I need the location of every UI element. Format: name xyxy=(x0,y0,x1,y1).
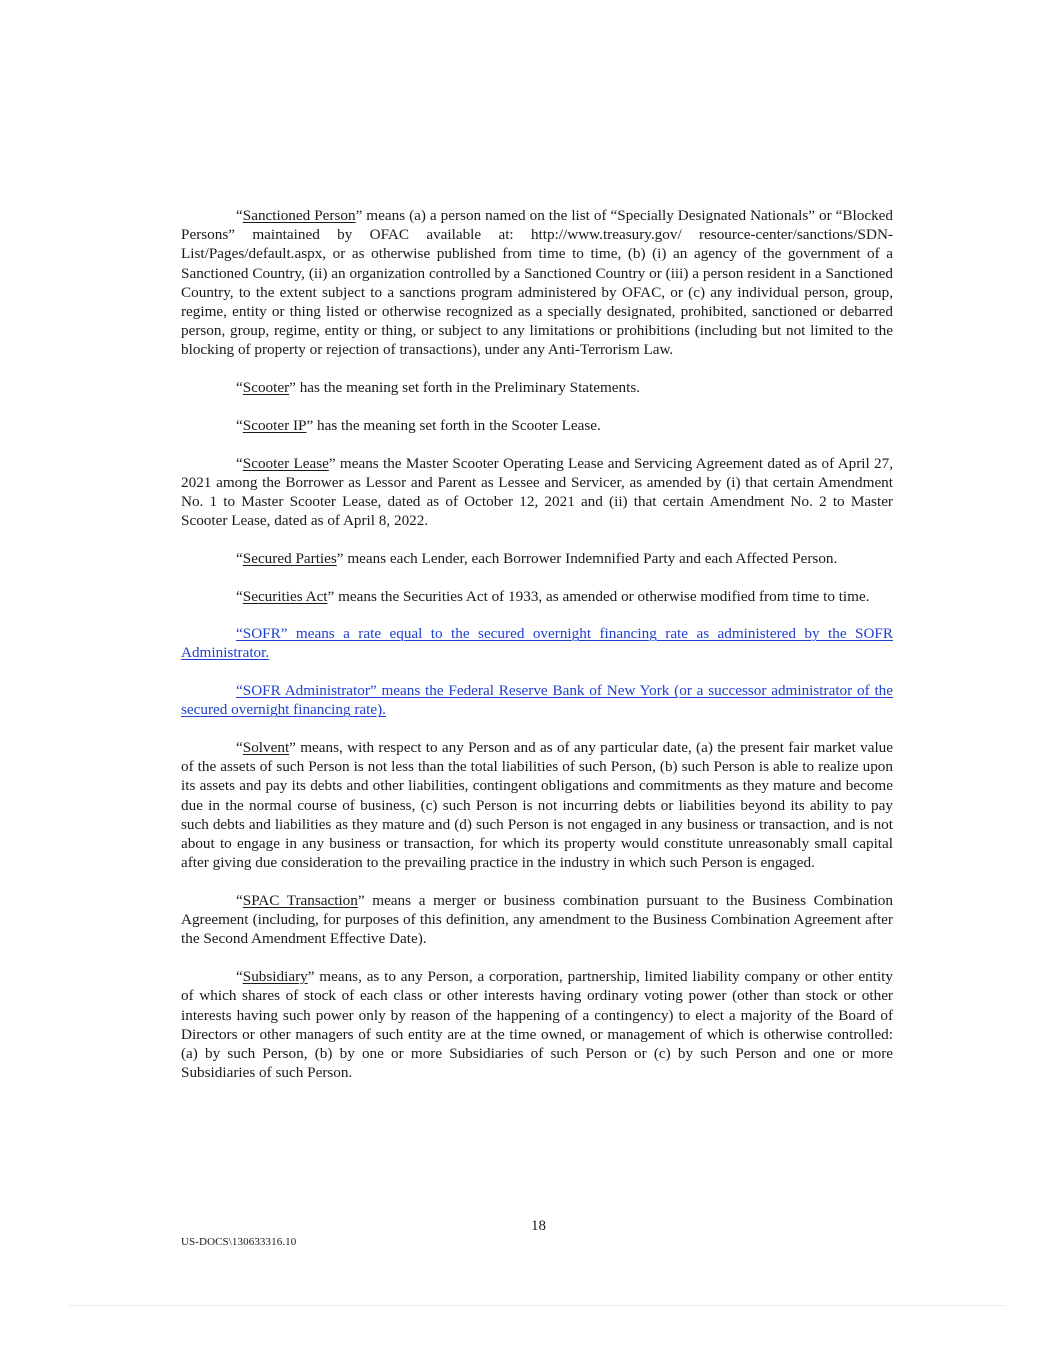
definition-solvent: “Solvent” means, with respect to any Person and as of any particular date, (a) the present fair market value of the assets of such Person is not less than the total liabilities of such Person, (b) such Person is able to realize upon its assets and pay its debts and other liabilities, contingent obligations and commitments as they mature and become due in the normal course of business, (c) such Person is not incurring debts or liabilities beyond its ability to pay such debts and liabilities as they mature and (d) such Person is not engaged in any business or transaction, and is not about to engage in any business or transaction, for which its property would constitute unreasonably small capital after giving due consideration to the prevailing practice in the industry in which such Person is engaged. xyxy=(181,739,893,872)
definition-text: ” has the meaning set forth in the Preliminary Statements. xyxy=(289,379,641,397)
definition-subsidiary: “Subsidiary” means, as to any Person, a corporation, partnership, limited liability company or other entity of which shares of stock of each class or other interests having ordinary voting power (other than stock or other interests having such power only by reason of the happening of a contingency) to elect a majority of the Board of Directors or other managers of such entity are at the time owned, or management of which is otherwise controlled: (a) by such Person, (b) by one or more Subsidiaries of such Person or (c) by such Person and one or more Subsidiaries of such Person. xyxy=(181,968,893,1082)
definition-text: ” has the meaning set forth in the Scooter Lease. xyxy=(306,416,601,434)
definition-text: ” means a merger or business combination pursuant to the Business Combination Agreement (including, for purposes of this definition, any amendment to the Business Combination Agreement after the Second Amendment Effective Date). xyxy=(181,891,893,948)
defined-term: Scooter Lease xyxy=(242,454,329,472)
definition-spac-transaction: “SPAC Transaction” means a merger or business combination pursuant to the Business Combination Agreement (including, for purposes of this definition, any amendment to the Business Combination Agreement after the Second Amendment Effective Date). xyxy=(181,891,893,948)
defined-term: Sanctioned Person xyxy=(242,207,356,224)
definition-scooter-lease: “Scooter Lease” means the Master Scooter Operating Lease and Servicing Agreement dated as of April 27, 2021 among the Borrower as Lessor and Parent as Lessee and Servicer, as amended by (i) that certain Amendment No. 1 to Master Scooter Lease, dated as of October 12, 2021 and (ii) that certain Amendment No. 2 to Master Scooter Lease, dated as of April 8, 2022. xyxy=(181,454,893,530)
document-body xyxy=(181,206,893,1101)
page-number: 18 xyxy=(531,1218,546,1234)
page-bottom-divider xyxy=(68,1305,1006,1306)
inserted-text: “SOFR” means a rate equal to the secured overnight financing rate as administered by the SOFR Administrator. xyxy=(181,625,893,662)
definition-text: ” means the Securities Act of 1933, as amended or otherwise modified from time to time. xyxy=(327,587,870,605)
defined-term: Scooter IP xyxy=(242,416,307,434)
document-id: US-DOCS\130633316.10 xyxy=(181,1236,297,1248)
definition-sofr-administrator xyxy=(181,681,893,719)
definition-scooter: “Scooter” has the meaning set forth in the Preliminary Statements. xyxy=(236,379,641,397)
definition-sanctioned-person: “Sanctioned Person” means (a) a person named on the list of “Specially Designated Nationals” or “Blocked Persons” maintained by OFAC available at: http://www.treasury.gov/ resource-center/sanctions/SDN-List/Pages/default.aspx, or as otherwise published from time to time, (b) (i) an agency of the government of a Sanctioned Country, (ii) an organization controlled by a Sanctioned Country or (iii) a person resident in a Sanctioned Country, to the extent subject to a sanctions program administered by OFAC, or (c) any individual person, group, regime, entity or thing listed or otherwise recognized as a specially designated, prohibited, sanctioned or debarred person, group, regime, entity or thing, or subject to any limitations or prohibitions (including but not limited to the blocking of property or rejection of transactions), under any Anti-Terrorism Law. xyxy=(181,207,894,359)
definition-secured-parties: “Secured Parties” means each Lender, each Borrower Indemnified Party and each Affected Person. xyxy=(236,549,838,567)
defined-term: Secured Parties xyxy=(242,549,337,567)
definition-text: ” means, with respect to any Person and as of any particular date, (a) the present fair market value of the assets of such Person is not less than the total liabilities of such Person, (b) such Person is able to realize upon its assets and pay its debts and other liabilities, contingent obligations and commitments as they mature and become due in the normal course of business, (c) such Person is not incurring debts or liabilities beyond its ability to pay such debts and liabilities as they mature and (d) such Person is not engaged in any business or transaction, and is not about to engage in any business or transaction, for which its property would constitute unreasonably small capital after giving due consideration to the prevailing practice in the industry in which such Person is engaged. xyxy=(181,739,893,872)
definition-sofr xyxy=(181,624,893,662)
defined-term: Solvent xyxy=(242,739,290,757)
definition-text: ” means the Master Scooter Operating Lease and Servicing Agreement dated as of April 27, 2021 among the Borrower as Lessor and Parent as Lessee and Servicer, as amended by (i) that certain Amendment No. 1 to Master Scooter Lease, dated as of October 12, 2021 and (ii) that certain Amendment No. 2 to Master Scooter Lease, dated as of April 8, 2022. xyxy=(181,454,893,530)
defined-term: Scooter xyxy=(242,379,290,397)
definition-securities-act: “Securities Act” means the Securities Act of 1933, as amended or otherwise modified from time to time. xyxy=(236,587,870,605)
definition-text: ” means (a) a person named on the list of “Specially Designated Nationals” or “Blocked Persons” maintained by OFAC available at: http://www.treasury.gov/ resource-center/sanctions/SDN-List/Pages/default.aspx, or as otherwise published from time to time, (b) (i) an agency of the government of a Sanctioned Country, (ii) an organization controlled by a Sanctioned Country or (iii) a person resident in a Sanctioned Country, to the extent subject to a sanctions program administered by OFAC, or (c) any individual person, group, regime, entity or thing listed or otherwise recognized as a specially designated, prohibited, sanctioned or debarred person, group, regime, entity or thing, or subject to any limitations or prohibitions (including but not limited to the blocking of property or rejection of transactions), under any Anti-Terrorism Law. xyxy=(181,207,894,359)
defined-term: Subsidiary xyxy=(242,968,308,986)
inserted-text: “SOFR Administrator” means the Federal Reserve Bank of New York (or a successor administrator of the secured overnight financing rate). xyxy=(181,682,893,719)
definition-scooter-ip: “Scooter IP” has the meaning set forth in the Scooter Lease. xyxy=(236,416,601,434)
definition-text: ” means each Lender, each Borrower Indemnified Party and each Affected Person. xyxy=(336,549,838,567)
defined-term: SPAC Transaction xyxy=(242,891,358,909)
defined-term: Securities Act xyxy=(242,587,328,605)
definition-text: ” means, as to any Person, a corporation, partnership, limited liability company or other entity of which shares of stock of each class or other interests having ordinary voting power (other than stock or other interests having such power only by reason of the happening of a contingency) to elect a majority of the Board of Directors or other managers of such entity are at the time owned, or management of which is otherwise controlled: (a) by such Person, (b) by one or more Subsidiaries of such Person or (c) by such Person and one or more Subsidiaries of such Person. xyxy=(181,968,893,1082)
